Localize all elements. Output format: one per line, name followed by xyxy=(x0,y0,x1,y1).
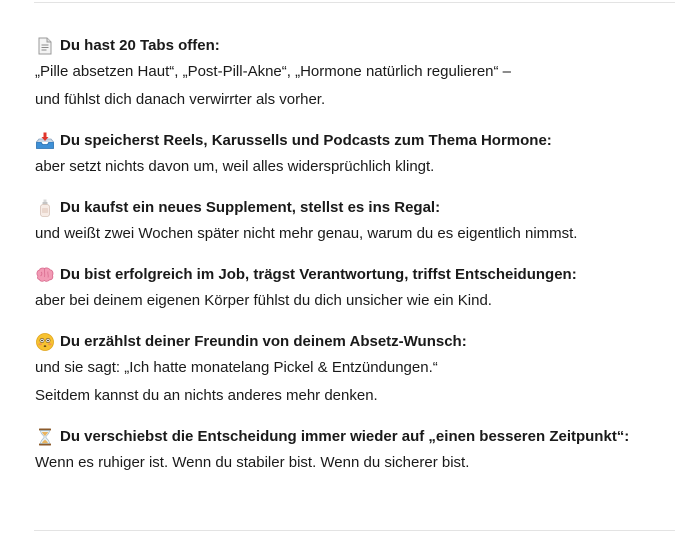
lotion-bottle-icon xyxy=(35,198,55,218)
list-item xyxy=(35,330,665,410)
flushed-face-icon xyxy=(35,332,55,352)
item-text: „Pille absetzen Haut“, „Post-Pill-Akne“, „Hormone natürlich regulieren“ – xyxy=(35,63,512,80)
list-item xyxy=(35,196,665,248)
inbox-tray-icon xyxy=(35,131,55,151)
item-text: Seitdem kannst du an nichts anderes mehr denken. xyxy=(35,387,378,404)
bottom-divider xyxy=(34,530,675,531)
item-heading: Du bist erfolgreich im Job, trägst Verantwortung, triffst Entscheidungen: xyxy=(60,266,577,283)
list-item xyxy=(35,129,665,181)
item-heading: Du hast 20 Tabs offen: xyxy=(60,37,220,54)
item-text: und sie sagt: „Ich hatte monatelang Pickel & Entzündungen.“ xyxy=(35,359,438,376)
hourglass-icon xyxy=(35,427,55,447)
item-heading: Du erzählst deiner Freundin von deinem Absetz-Wunsch: xyxy=(60,333,467,350)
item-heading: Du speicherst Reels, Karussells und Podcasts zum Thema Hormone: xyxy=(60,132,552,149)
item-text: aber setzt nichts davon um, weil alles widersprüchlich klingt. xyxy=(35,158,435,175)
item-heading: Du verschiebst die Entscheidung immer wieder auf „einen besseren Zeitpunkt“: xyxy=(60,428,630,445)
item-text: und fühlst dich danach verwirrter als vorher. xyxy=(35,91,326,108)
content-list xyxy=(35,34,665,492)
list-item xyxy=(35,34,665,114)
item-heading: Du kaufst ein neues Supplement, stellst es ins Regal: xyxy=(60,199,441,216)
item-text: und weißt zwei Wochen später nicht mehr genau, warum du es eigentlich nimmst. xyxy=(35,225,578,242)
item-text: aber bei deinem eigenen Körper fühlst du dich unsicher wie ein Kind. xyxy=(35,292,492,309)
list-item xyxy=(35,425,665,477)
brain-icon xyxy=(35,265,55,285)
list-item xyxy=(35,263,665,315)
top-divider xyxy=(34,2,675,3)
item-text: Wenn es ruhiger ist. Wenn du stabiler bist. Wenn du sicherer bist. xyxy=(35,454,470,471)
page-facing-up-icon xyxy=(35,36,55,56)
